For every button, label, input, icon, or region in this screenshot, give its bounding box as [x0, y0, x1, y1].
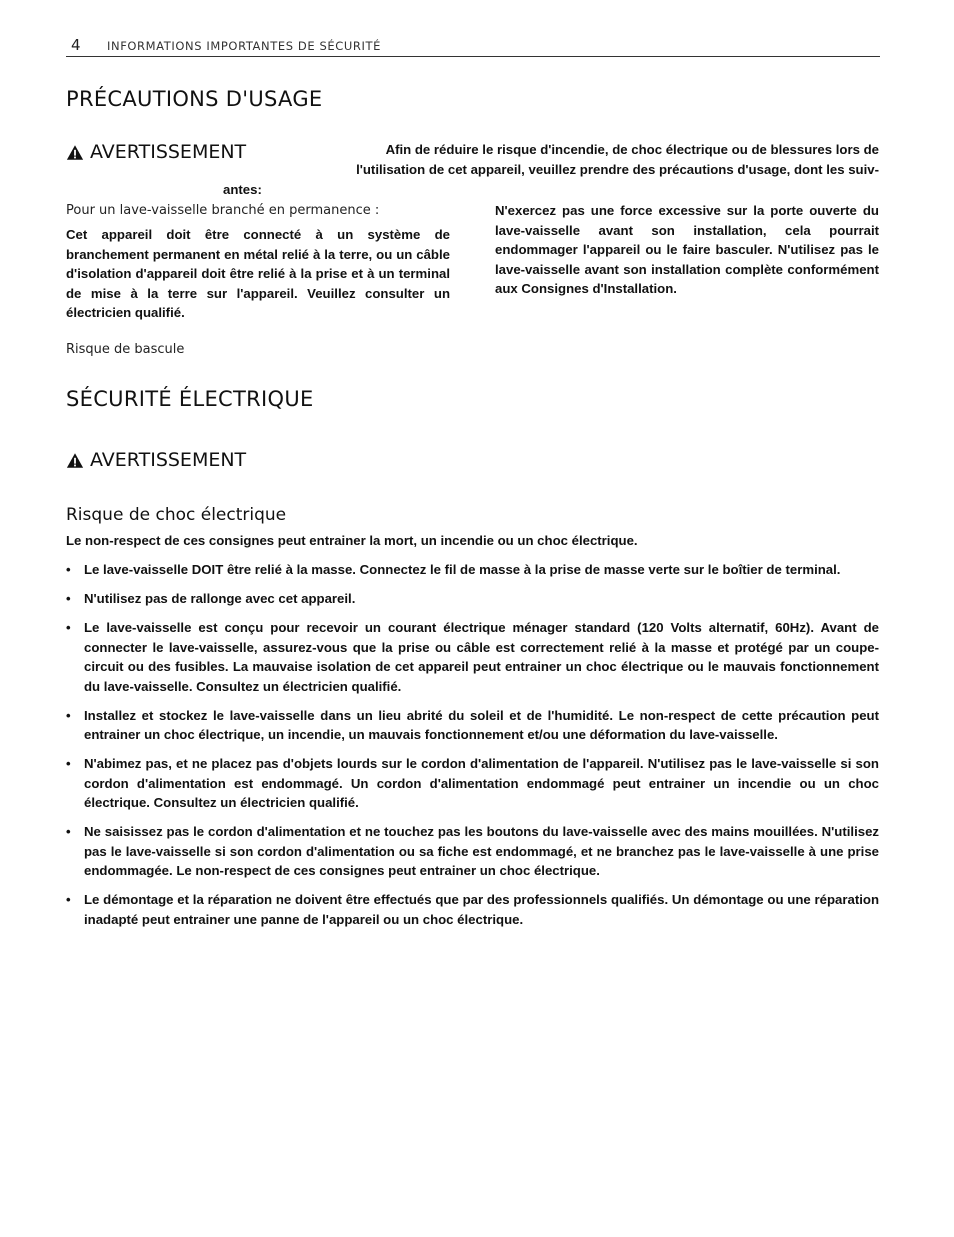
header-divider	[66, 56, 880, 57]
warning-label: AVERTISSEMENT	[90, 141, 247, 163]
bullet-glyph: •	[66, 620, 71, 635]
list-item	[66, 890, 879, 929]
tip-risk-text: N'exercez pas une force excessive sur la porte ouverte du lave-vaisselle avant son installation, cela pourrait endommager l'appareil ou le faire basculer. N'utilisez pas le lave-vaisselle avant son installation complète conformément aux Consignes d'Installation.	[495, 203, 879, 296]
bullet-glyph: •	[66, 707, 71, 723]
bullet-glyph: •	[66, 756, 71, 771]
tip-risk-heading: Risque de bascule	[66, 342, 185, 357]
precautions-intro-line3: antes:	[223, 182, 262, 197]
list-item-text: Installez et stockez le lave-vaisselle dans un lieu abrité du soleil et de l'humidité. Le non-respect de cette précaution peut entrainer un choc électrique, un incendie, un mauvais fonctionnement et/ou une déformation du lave-vaisselle.	[84, 707, 879, 742]
bullet-glyph: •	[66, 892, 71, 907]
list-item	[66, 754, 879, 813]
list-item-text: Ne saisissez pas le cordon d'alimentation et ne touchez pas les boutons du lave-vaisselle avec des mains mouillées. N'utilisez pas le lave-vaisselle si son cordon d'alimentation ou sa fiche est endommagé, et ne branchez pas le lave-vaisselle à une prise endommagée. Le non-respect de ces consignes peut entrainer un choc électrique.	[84, 824, 879, 878]
bullet-glyph: •	[66, 591, 71, 606]
warning-triangle-icon	[66, 452, 84, 469]
shock-risk-heading: Risque de choc électrique	[66, 505, 287, 525]
bullet-glyph: •	[66, 824, 71, 839]
section-header-title: INFORMATIONS IMPORTANTES DE SÉCURITÉ	[107, 39, 381, 53]
list-item	[66, 822, 879, 881]
list-item	[66, 706, 879, 745]
warning-triangle-icon	[66, 144, 84, 161]
precautions-intro-line2: l'utilisation de cet appareil, veuillez prendre des précautions d'usage, dont les suiv-	[356, 162, 879, 177]
warning-label: AVERTISSEMENT	[90, 449, 247, 471]
shock-risk-list	[66, 560, 879, 929]
bullet-glyph: •	[66, 562, 71, 577]
list-item-text: Le lave-vaisselle est conçu pour recevoir un courant électrique ménager standard (120 Volts alternatif, 60Hz). Avant de connecter le lave-vaisselle, assurez-vous que la prise ou câble est correctement relié à la masse et protégé par un coupe-circuit ou des fusibles. La mauvaise isolation de cet appareil peut entrainer un choc électrique ou le mauvais fonctionnement du lave-vaisselle. Consultez un électricien qualifié.	[84, 620, 879, 694]
shock-risk-list-container	[66, 560, 879, 939]
list-item	[66, 560, 879, 580]
permanent-connection-text: Cet appareil doit être connecté à un système de branchement permanent en métal relié à la terre, ou un câble d'isolation d'appareil doit être relié à la prise et à un terminal de mise à la terre sur l'appareil. Veuillez consulter un électricien qualifié.	[66, 227, 450, 320]
list-item-text: Le démontage et la réparation ne doivent être effectués que par des professionnels qualifiés. Un démontage ou une réparation inadapté peut entrainer une panne de l'appareil ou un choc électrique.	[84, 892, 879, 927]
list-item	[66, 589, 879, 609]
electrical-safety-title: SÉCURITÉ ÉLECTRIQUE	[66, 387, 314, 411]
permanent-connection-heading: Pour un lave-vaisselle branché en permanence :	[66, 203, 380, 218]
list-item-text: N'utilisez pas de rallonge avec cet appareil.	[84, 591, 356, 606]
list-item-text: N'abimez pas, et ne placez pas d'objets lourds sur le cordon d'alimentation de l'appareil. N'utilisez pas le lave-vaisselle si son cordon d'alimentation est endommagé. Un cordon d'alimentation endommagé peut entrainer un incendie ou un choc électrique. Consultez un électricien qualifié.	[84, 756, 879, 810]
precautions-title: PRÉCAUTIONS D'USAGE	[66, 87, 323, 111]
list-item-text: Le lave-vaisselle DOIT être relié à la masse. Connectez le fil de masse à la prise de masse verte sur le boîtier de terminal.	[84, 562, 841, 577]
precautions-intro-line1: Afin de réduire le risque d'incendie, de choc électrique ou de blessures lors de	[385, 142, 879, 157]
list-item	[66, 618, 879, 696]
shock-risk-intro: Le non-respect de ces consignes peut entrainer la mort, un incendie ou un choc électrique.	[66, 533, 638, 548]
electrical-warning	[66, 449, 246, 471]
page-number: 4	[71, 36, 81, 54]
precautions-warning	[66, 141, 246, 163]
